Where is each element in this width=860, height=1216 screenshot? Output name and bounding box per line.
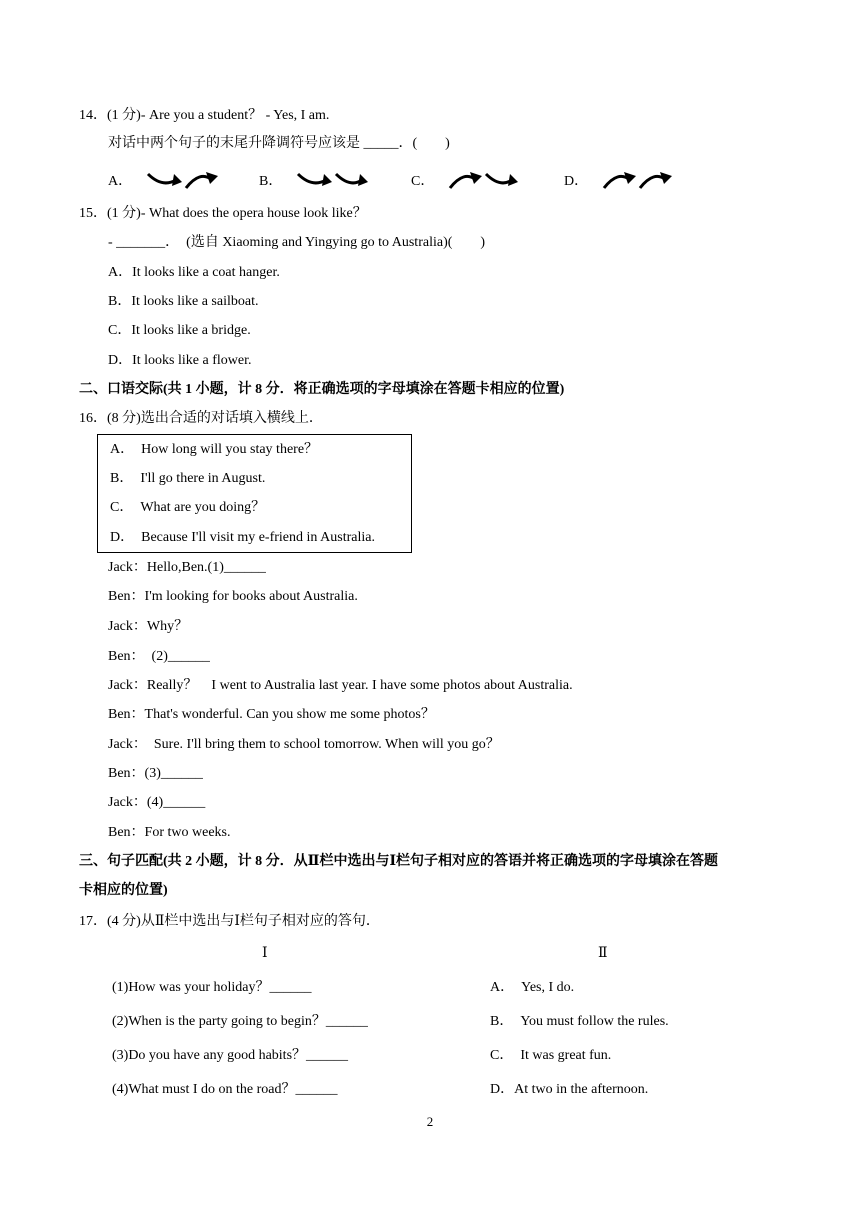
q15-option-d[interactable]: D．It looks like a flower.: [108, 353, 252, 368]
q14-stem: 14．(1 分)- Are you a student？ - Yes, I am.: [79, 108, 330, 123]
q16-box-option-c: C． What are you doing？: [110, 500, 266, 515]
q15-stem: 15．(1 分)- What does the opera house look like？: [79, 206, 367, 221]
match-question: (4)What must I do on the road？______: [112, 1082, 338, 1097]
q14-options: [108, 168, 708, 192]
rising-falling-arrows-icon: [448, 168, 522, 192]
dialogue-line: Jack：Hello,Ben.(1)______: [108, 560, 266, 575]
q16-box-option-a: A． How long will you stay there？: [110, 442, 319, 457]
dialogue-line: Ben：I'm looking for books about Australia.: [108, 589, 358, 604]
falling-falling-arrows-icon: [296, 168, 370, 192]
section-3-heading-cont: 卡相应的位置): [79, 883, 168, 898]
q16-stem: 16．(8 分)选出合适的对话填入横线上．: [79, 411, 323, 426]
match-question: (2)When is the party going to begin？______: [112, 1014, 368, 1029]
option-label: D．: [564, 174, 589, 189]
rising-rising-arrows-icon: [602, 168, 676, 192]
q15-option-c[interactable]: C．It looks like a bridge.: [108, 323, 251, 338]
q14-option-c[interactable]: [411, 168, 522, 192]
match-answer: D．At two in the afternoon.: [490, 1082, 649, 1097]
q17-stem: 17．(4 分)从Ⅱ栏中选出与Ⅰ栏句子相对应的答句．: [79, 914, 380, 929]
dialogue-line: Ben：For two weeks.: [108, 825, 231, 840]
column-1-header: Ⅰ: [262, 946, 268, 961]
q16-box-option-d: D． Because I'll visit my e-friend in Australia.: [110, 530, 375, 545]
q15-prompt: - _______． (选自 Xiaoming and Yingying go to Australia)( ): [108, 235, 486, 250]
dialogue-line: Jack：Really？ I went to Australia last year. I have some photos about Australia.: [108, 678, 573, 693]
column-2-header: Ⅱ: [598, 946, 608, 961]
q14-option-b[interactable]: [259, 168, 370, 192]
section-2-heading: 二、口语交际(共 1 小题，计 8 分．将正确选项的字母填涂在答题卡相应的位置): [79, 382, 565, 397]
q14-option-d[interactable]: [564, 168, 676, 192]
match-answer: C． It was great fun.: [490, 1048, 612, 1063]
page-number: 2: [426, 1114, 434, 1129]
q16-box-option-b: B． I'll go there in August.: [110, 471, 266, 486]
match-answer: A． Yes, I do.: [490, 980, 575, 995]
match-question: (3)Do you have any good habits？______: [112, 1048, 349, 1063]
q14-prompt: 对话中两个句子的末尾升降调符号应该是 _____．( ): [108, 136, 450, 151]
option-label: B．: [259, 174, 283, 189]
q14-option-a[interactable]: [108, 168, 220, 192]
dialogue-line: Jack：Why？: [108, 619, 189, 634]
dialogue-line: Ben： (2)______: [108, 649, 210, 664]
q15-option-b[interactable]: B．It looks like a sailboat.: [108, 294, 259, 309]
section-3-heading: 三、句子匹配(共 2 小题，计 8 分．从Ⅱ栏中选出与Ⅰ栏句子相对应的答语并将正确选项的字母填涂在答题: [79, 854, 719, 869]
q15-option-a[interactable]: A．It looks like a coat hanger.: [108, 265, 280, 280]
falling-rising-arrows-icon: [146, 168, 220, 192]
dialogue-line: Jack：(4)______: [108, 795, 206, 810]
option-label: A．: [108, 174, 133, 189]
match-question: (1)How was your holiday？______: [112, 980, 312, 995]
match-answer: B． You must follow the rules.: [490, 1014, 669, 1029]
dialogue-line: Ben：(3)______: [108, 766, 203, 781]
dialogue-line: Ben：That's wonderful. Can you show me some photos？: [108, 707, 435, 722]
dialogue-line: Jack： Sure. I'll bring them to school tomorrow. When will you go？: [108, 737, 500, 752]
option-label: C．: [411, 174, 435, 189]
